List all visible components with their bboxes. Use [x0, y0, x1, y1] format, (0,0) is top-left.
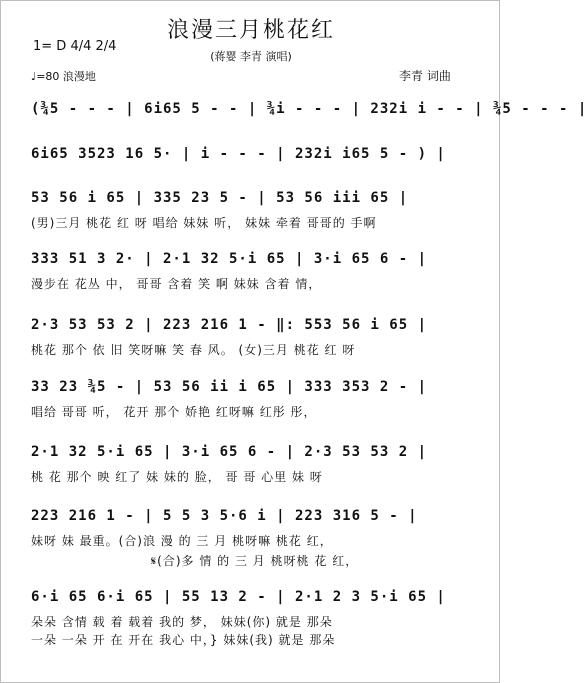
- lyric-row: 妹呀 妹 最重。(合)浪 漫 的 三 月 桃呀嘛 桃花 红，: [31, 534, 333, 548]
- singers-credit: (蒋婴 李青 演唱): [210, 50, 292, 63]
- key-signature: 1= D 4/4 2/4: [33, 39, 117, 54]
- notation-row: 2·3 53 53 2 | 223 216 1 - ‖: 553 56 i 65 |: [31, 317, 428, 333]
- lyrics-composer-credit: 李青 词曲: [399, 69, 451, 83]
- lyric-row-verse-2: 一朵 一朵 开 在 开在 我心 中，} 妹妹(我) 就是 那朵: [31, 633, 336, 647]
- lyric-row: (男)三月 桃花 红 呀 唱给 妹妹 听， 妹妹 牵着 哥哥的 手啊: [31, 216, 377, 230]
- notation-row: 333 51 3 2· | 2·1 32 5·i 65 | 3·i 65 6 - |: [31, 251, 428, 267]
- notation-row: 223 216 1 - | 5 5 3 5·6 i | 223 316 5 - |: [31, 508, 418, 524]
- lyric-row-verse-2: 𝄋(合)多 情 的 三 月 桃呀桃 花 红，: [151, 554, 359, 568]
- notation-row: 53 56 i 65 | 335 23 5 - | 53 56 iii 65 |: [31, 190, 409, 206]
- notation-row: (¾5 - - - | 6i65 5 - - | ¾i - - - | 232i i - - | ¾5 - - - |: [31, 101, 587, 117]
- lyric-row: 唱给 哥哥 听， 花开 那个 娇艳 红呀嘛 红彤 彤，: [31, 405, 317, 419]
- lyric-row: 朵朵 含情 载 着 载着 我的 梦， 妹妹(你) 就是 那朵: [31, 615, 333, 629]
- song-title: 浪漫三月桃花红: [166, 18, 335, 43]
- lyric-row: 漫步在 花丛 中， 哥哥 含着 笑 啊 妹妹 含着 情，: [31, 277, 322, 291]
- lyric-row: 桃花 那个 依 旧 笑呀嘛 笑 春 风。 (女)三月 桃花 红 呀: [31, 343, 356, 357]
- notation-row: 2·1 32 5·i 65 | 3·i 65 6 - | 2·3 53 53 2 |: [31, 444, 428, 460]
- notation-row: 6i65 3523 16 5· | i - - - | 232i i65 5 - ) |: [31, 146, 446, 162]
- notation-row: 6·i 65 6·i 65 | 55 13 2 - | 2·1 2 3 5·i 65 |: [31, 589, 446, 605]
- lyric-row: 桃 花 那个 映 红了 妹 妹的 脸， 哥 哥 心里 妹 呀: [31, 470, 323, 484]
- tempo-marking: ♩=80 浪漫地: [31, 70, 96, 83]
- notation-row: 33 23 ¾5 - | 53 56 ii i 65 | 333 353 2 - |: [31, 379, 428, 395]
